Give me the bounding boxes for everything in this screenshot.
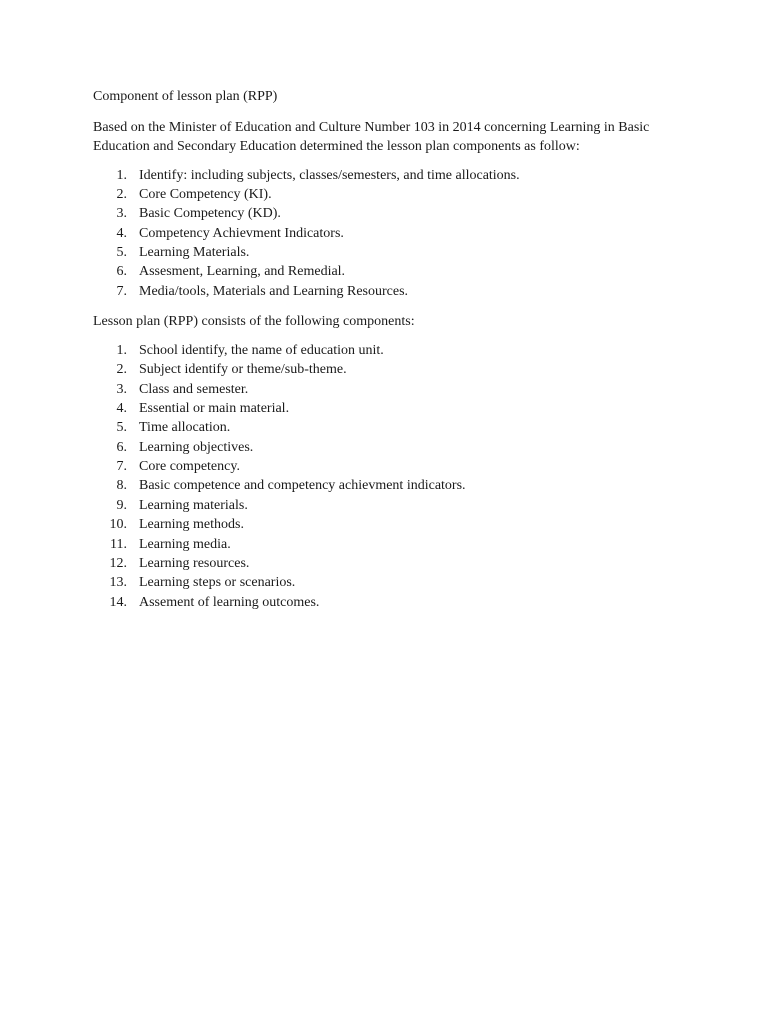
list-item-number: 3. [116,206,127,222]
intro-paragraph: Based on the Minister of Education and Culture Number 103 in 2014 concerning Learning in Basic Education and Secondary Education determined the lesson plan components as follow: [93,119,650,154]
list-item-number: 11. [110,536,127,552]
list-item-number: 14. [109,594,127,610]
list-item [93,380,693,399]
components-list-2 [93,341,693,612]
list-item-number: 9. [116,497,127,513]
list-item-number: 2. [116,362,127,378]
list-item [93,282,693,301]
list-item-number: 1. [116,167,127,183]
list-item-text: Learning methods. [139,517,244,533]
list-item [93,573,693,592]
list-item-text: Time allocation. [139,420,231,436]
document-body [93,87,693,623]
list-item-number: 7. [116,283,127,299]
list-item [93,593,693,612]
list-item-text: Media/tools, Materials and Learning Resources. [139,283,409,299]
list-item-text: Learning materials. [139,497,248,513]
list-item [93,262,693,281]
list-item [93,360,693,379]
list-item-text: Learning objectives. [139,439,254,455]
list-item-number: 2. [116,186,127,202]
list-item-number: 6. [116,264,127,280]
list-item-text: Subject identify or theme/sub-theme. [139,362,347,378]
list-item [93,476,693,495]
list-item-text: Core competency. [139,459,240,475]
list-item-text: Competency Achievment Indicators. [139,225,344,241]
list-item-number: 4. [116,400,127,416]
list-item-number: 6. [116,439,127,455]
list-item [93,243,693,262]
document-heading: Component of lesson plan (RPP) [93,89,278,104]
list-item-text: Learning resources. [139,556,250,572]
list-item [93,515,693,534]
list-item-text: Essential or main material. [139,400,290,416]
list-item [93,535,693,554]
list-item-text: School identify, the name of education unit. [139,342,384,358]
list-item-number: 13. [109,575,127,591]
list-item-text: Learning steps or scenarios. [139,575,296,591]
list-item [93,438,693,457]
list-item [93,166,693,185]
list-item [93,496,693,515]
list-item [93,185,693,204]
list-item-number: 5. [116,245,127,261]
list-item-number: 10. [109,517,127,533]
list-item [93,399,693,418]
list-item-text: Assesment, Learning, and Remedial. [139,264,346,280]
list-item-number: 1. [116,342,127,358]
list-item-text: Identify: including subjects, classes/semesters, and time allocations. [139,167,520,183]
list-item [93,204,693,223]
list-item [93,224,693,243]
list-item [93,418,693,437]
list-item-number: 4. [116,225,127,241]
list-item-text: Core Competency (KI). [139,186,272,202]
list-item-number: 5. [116,420,127,436]
list-item-number: 8. [116,478,127,494]
list-item [93,341,693,360]
list-item-text: Learning media. [139,536,231,552]
list-item-text: Learning Materials. [139,245,250,261]
list-item-number: 3. [116,381,127,397]
list-item-number: 12. [109,556,127,572]
list-item-text: Class and semester. [139,381,249,397]
list-item [93,457,693,476]
list-item [93,554,693,573]
list-item-number: 7. [116,459,127,475]
components-paragraph: Lesson plan (RPP) consists of the following components: [93,314,415,330]
list-item-text: Basic Competency (KD). [139,206,281,222]
list-item-text: Assement of learning outcomes. [139,594,320,610]
list-item-text: Basic competence and competency achievment indicators. [139,478,466,494]
components-list-1 [93,166,693,302]
